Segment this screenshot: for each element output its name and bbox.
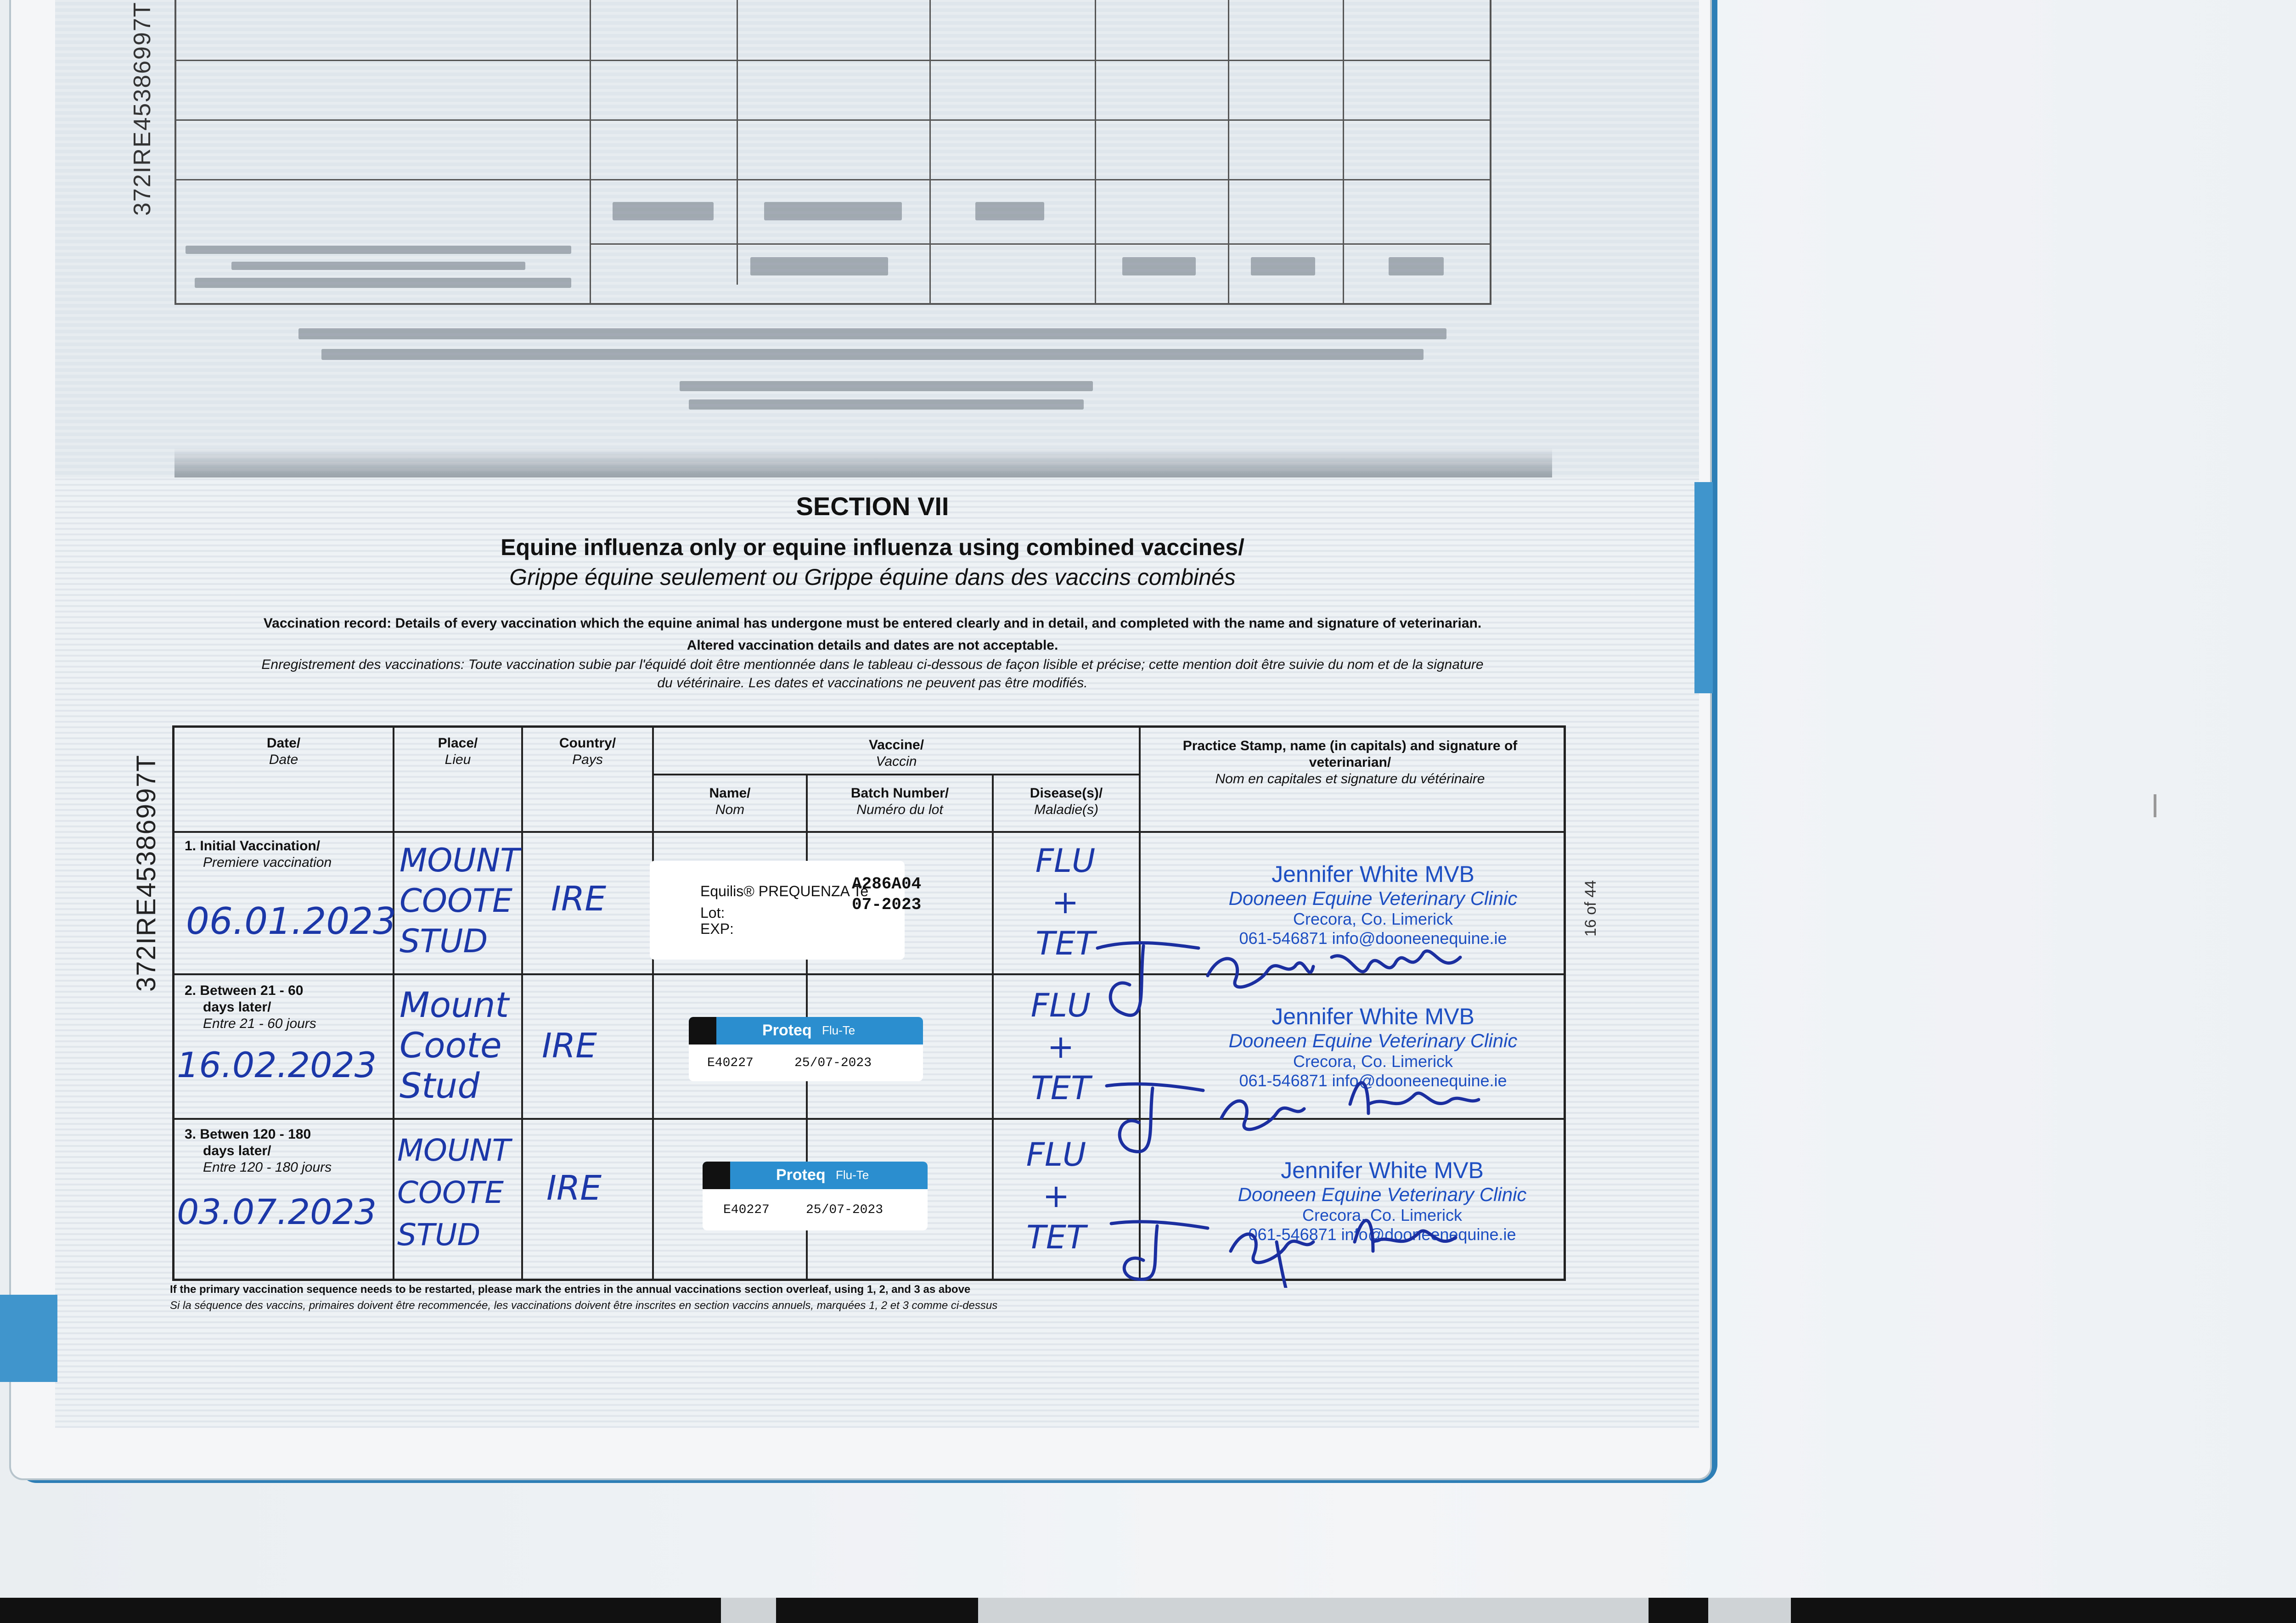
- subtitle-english: Equine influenza only or equine influenza using combined vaccines/: [501, 534, 1244, 560]
- row-1-date: 06.01.2023: [186, 900, 397, 943]
- serial-number-text: 372IRE45386997T: [131, 754, 161, 992]
- row-2-label: 2. Between 21 - 60 days later/ Entre 21 - 60 jours: [185, 983, 316, 1031]
- header-vaccine-name: Name/ Nom: [709, 786, 751, 817]
- header-place: Place/ Lieu: [438, 736, 478, 767]
- intro-english-2: Altered vaccination details and dates are not acceptable.: [687, 638, 1058, 653]
- intro-french-2: du vétérinaire. Les dates et vaccinations ne peuvent pas être modifiés.: [657, 675, 1088, 691]
- row-3-vaccine-name: Proteq: [776, 1166, 826, 1184]
- row-3-country: IRE: [546, 1168, 602, 1208]
- row-2-vaccine-name: Proteq: [762, 1022, 812, 1039]
- page-number-text: 16 of 44: [1582, 880, 1599, 937]
- row-2-vet-stamp: Jennifer White MVB Dooneen Equine Veterinary Clinic Crecora, Co. Limerick 061-546871 info@dooneenequine.ie: [1228, 1004, 1518, 1090]
- row-2-country: IRE: [542, 1026, 597, 1066]
- footer-note-french: Si la séquence des vaccins, primaires doivent être recommencée, les vaccinations doivent être inscrites en section vaccins annuels, marquées 1, 2 et 3 comme ci-dessus: [170, 1299, 998, 1312]
- vaccination-table: [172, 725, 1566, 1281]
- scanner-edge: [0, 1598, 2296, 1623]
- row-3-date: 03.07.2023: [177, 1191, 377, 1232]
- row-1-disease: FLU + TET: [1035, 842, 1096, 962]
- header-disease: Disease(s)/ Maladie(s): [1030, 786, 1103, 817]
- row-1-exp-label: EXP:: [700, 921, 734, 937]
- row-1-batch: A286A04: [852, 875, 922, 893]
- intro-french: Enregistrement des vaccinations: Toute vaccination subie par l'équidé doit être mentionnée dans le tableau ci-dessous de façon lisible et précise; cette mention doit être suivie du nom et de la signature: [261, 657, 1484, 672]
- row-3-expiry: 25/07-2023: [806, 1203, 884, 1217]
- row-1-vet-stamp: Jennifer White MVB Dooneen Equine Veterinary Clinic Crecora, Co. Limerick 061-546871 info@dooneenequine.ie: [1228, 861, 1518, 948]
- row-1-lot-label: Lot:: [700, 904, 725, 921]
- row-2-date: 16.02.2023: [177, 1045, 377, 1085]
- row-1-vaccine-sticker: [650, 861, 922, 960]
- row-1-vaccine-name: Equilis® PREQUENZA Te: [700, 883, 869, 899]
- row-3-vaccine-sticker: [703, 1162, 928, 1230]
- row-1-label: 1. Initial Vaccination/ Premiere vaccination: [185, 838, 332, 870]
- serial-upper-text: 372IRE45386997T: [129, 1, 156, 216]
- row-2-place: Mount Coote Stud: [400, 984, 509, 1106]
- row-1-expiry: 07-2023: [852, 895, 922, 914]
- row-1-country: IRE: [551, 879, 606, 919]
- row-2-batch: E40227: [707, 1056, 754, 1070]
- horse-logo-icon: [689, 1017, 716, 1045]
- header-practice-stamp: Practice Stamp, name (in capitals) and signature of veterinarian/ Nom en capitales et signature du vétérinaire: [1182, 738, 1518, 786]
- row-3-disease: FLU + TET: [1026, 1136, 1086, 1256]
- header-vaccine: Vaccine/ Vaccin: [868, 737, 924, 769]
- section-title: SECTION VII: [796, 492, 949, 521]
- row-1-place: MOUNT COOTE STUD: [400, 842, 520, 960]
- row-3-batch: E40227: [723, 1203, 770, 1217]
- vet-signatures: [1093, 921, 1552, 1288]
- row-3-vet-stamp: Jennifer White MVB Dooneen Equine Veterinary Clinic Crecora, Co. Limerick 061-546871 info@dooneenequine.ie: [1238, 1157, 1527, 1244]
- footer-note-english: If the primary vaccination sequence needs to be restarted, please mark the entries in the annual vaccinations section overleaf, using 1, 2, and 3 as above: [170, 1283, 971, 1296]
- row-3-vaccine-name-2: Flu-Te: [836, 1168, 869, 1182]
- row-3-proteq-banner: [703, 1162, 928, 1189]
- intro-english: Vaccination record: Details of every vaccination which the equine animal has undergone must be entered clearly and in detail, and completed with the name and signature of veterinarian.: [263, 616, 1482, 631]
- row-2-expiry: 25/07-2023: [794, 1056, 872, 1070]
- serial-number: [131, 716, 163, 992]
- row-3-place: MOUNT COOTE STUD: [397, 1133, 511, 1252]
- header-country: Country/ Pays: [559, 736, 616, 767]
- row-2-vaccine-sticker: [689, 1017, 923, 1081]
- row-3-label: 3. Betwen 120 - 180 days later/ Entre 120 - 180 jours: [185, 1127, 332, 1175]
- scan-mark: [2154, 794, 2156, 817]
- header-date: Date/ Date: [266, 736, 301, 767]
- row-2-vaccine-name-2: Flu-Te: [822, 1023, 855, 1037]
- page-number: [1582, 817, 1609, 937]
- row-2-disease: FLU + TET: [1030, 987, 1091, 1107]
- header-batch-number: Batch Number/ Numéro du lot: [850, 786, 949, 817]
- horse-logo-icon: [703, 1162, 730, 1189]
- row-2-proteq-banner: [689, 1017, 923, 1045]
- subtitle-french: Grippe équine seulement ou Grippe équine dans des vaccins combinés: [509, 564, 1236, 590]
